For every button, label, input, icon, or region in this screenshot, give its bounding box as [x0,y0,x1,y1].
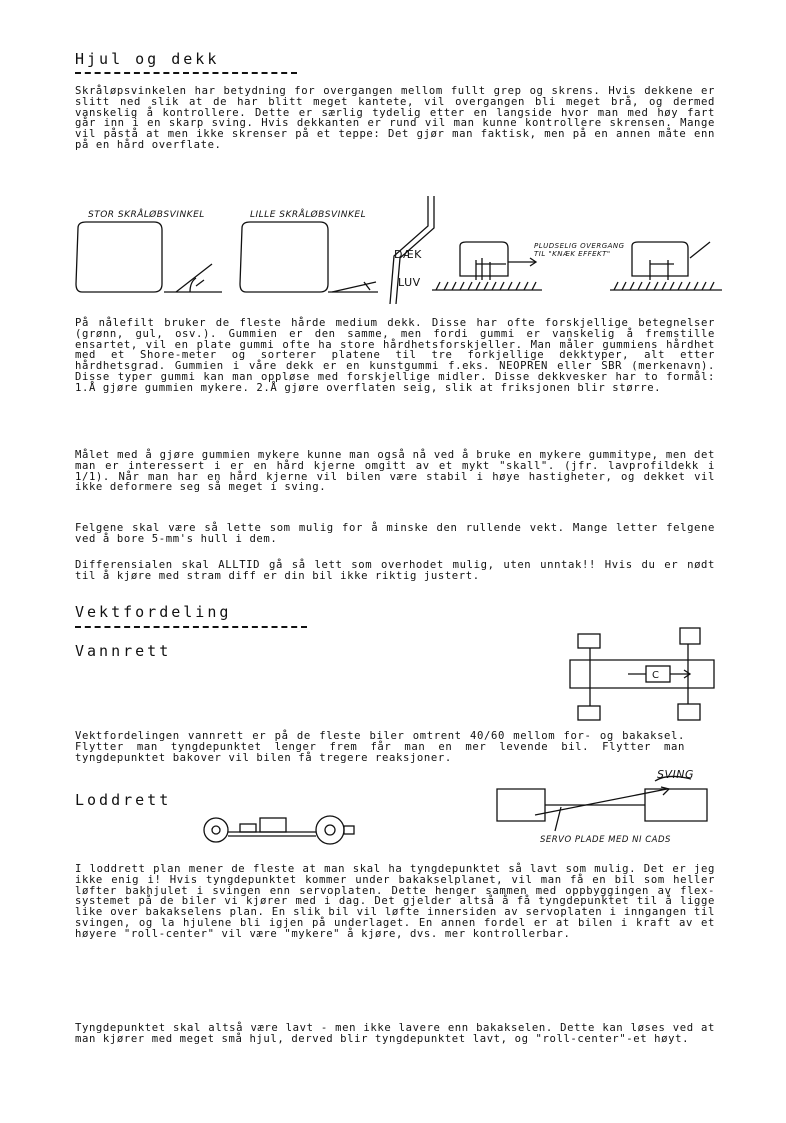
paragraph-skralopsvinkel: Skråløpsvinkelen har betydning for overgangen mellom fullt grep og skrens. Hvis dekkene er slitt ned slik at de har blitt meget kantete, vil overgangen bli meget brå, og dermed vanskelig å kontrollere. Dette er særlig tydelig etter en langside hvor man med høy fart går inn i en skarp sving. Hvis dekkanten er rund vil man kunne kontrollere skrensen. Mange vil påstå at men ikke skrenser på et teppe: Det gjør man faktisk, men på en annen måte enn på en hård overflate. [75,85,715,151]
label-lille-skralobsvinkel: LILLE SKRÅLØBSVINKEL [250,210,367,220]
heading-underline-2 [75,626,307,628]
heading-underline [75,72,297,74]
label-pludselig-overgang: PLUDSELIG OVERGANG TIL "KNÆK EFFEKT" [534,242,625,258]
paragraph-loddrett-2: Tyngdepunktet skal altså være lavt - men ikke lavere enn bakakselen. Dette kan løses ved at man kjører med meget små hjul, derved blir tyngdepunktet lavt, og "roll-center"-et høyt. [75,1022,715,1045]
subheading-loddrett: Loddrett [75,791,172,809]
label-daek: DÆK [394,248,422,261]
label-servo-plade: SERVO PLADE MED NI CADS [540,835,671,845]
paragraph-nalefilt: På nålefilt bruker de fleste hårde medium dekk. Disse har ofte forskjellige betegnelser (grønn, gul, osv.). Gummien er den samme, men fordi gummi er vanskelig å fremstille ensartet, vil en plate gummi ofte ha store hårdhetsforskjeller. Man måler gummiens hårdhet med et Shore-meter og sorterer platene til tre forkjellige dekktyper, alt etter hårdhetsgrad. Gummien i våre dekk er en kunstgummi f.eks. NEOPREN eller SBR (merkenavn). Disse typer gummi kan man oppløse med forskjellige midler. Disse dekkvesker har to formål: 1.Å gjøre gummien mykere. 2.Å gjøre overflaten seig, slik at friksjonen blir større. [75,317,715,394]
label-luv: LUV [398,276,421,289]
paragraph-vannrett: Vektfordelingen vannrett er på de fleste biler omtrent 40/60 mellom for- og bakaksel. Flytter man tyngdepunktet lenger frem får man en mer levende bil. Flytter man tyngdepunktet bakover vil bilen få tregere reaksjoner. [75,730,685,764]
sketch-car-side-view [200,810,360,846]
label-c: C [652,670,660,681]
sketch-sving [495,775,725,835]
paragraph-loddrett-1: I loddrett plan mener de fleste at man skal ha tyngdepunktet så lavt som mulig. Det er jeg ikke enig i! Hvis tyngdepunktet kommer under bakakselplanet, vil man få en bil som heller løfter bakhjulet i svingen enn servoplaten. Dette henger sammen med oppbyggingen av flex-systemet på de biler vi kjører med i dag. Det gjelder altså å få tyngdepunktet til å ligge like over bakakselens plan. En slik bil vil løfte innersiden av servoplaten i inngangen til svingen, og la hjulene bli igjen på underlaget. En annen fordel er at bilen i kraft av et høyere "roll-center" vil være "mykere" å kjøre, dvs. mer kontrollerbar. [75,863,715,940]
sketch-small-slip-angle [236,220,386,300]
sketch-large-slip-angle [72,220,232,300]
paragraph-differensialen: Differensialen skal ALLTID gå så lett som overhodet mulig, uten unntak!! Hvis du er nødt til å kjøre med stram diff er din bil ikke riktig justert. [75,559,715,582]
heading-vektfordeling: Vektfordeling [75,603,232,621]
label-stor-skralobsvinkel: STOR SKRÅLØBSVINKEL [88,210,205,220]
paragraph-felgene: Felgene skal være så lette som mulig for å minske den rullende vekt. Mange letter felgene ved å bore 5-mm's hull i dem. [75,522,715,545]
sketch-wheel-carpet-2 [610,240,730,300]
label-sving: SVING [657,768,695,781]
sketch-car-top-view [568,626,718,726]
heading-hjul-og-dekk: Hjul og dekk [75,50,220,68]
paragraph-gummi-mykere: Målet med å gjøre gummien mykere kunne man også nå ved å bruke en mykere gummitype, men det man er interessert i er en hård kjerne omgitt av et mykt "skall". (jfr. lavprofildekk i 1/1). Når man har en hård kjerne vil bilen være stabil i høye hastigheter, og dekket vil ikke deformere seg så meget i sving. [75,449,715,494]
subheading-vannrett: Vannrett [75,642,172,660]
